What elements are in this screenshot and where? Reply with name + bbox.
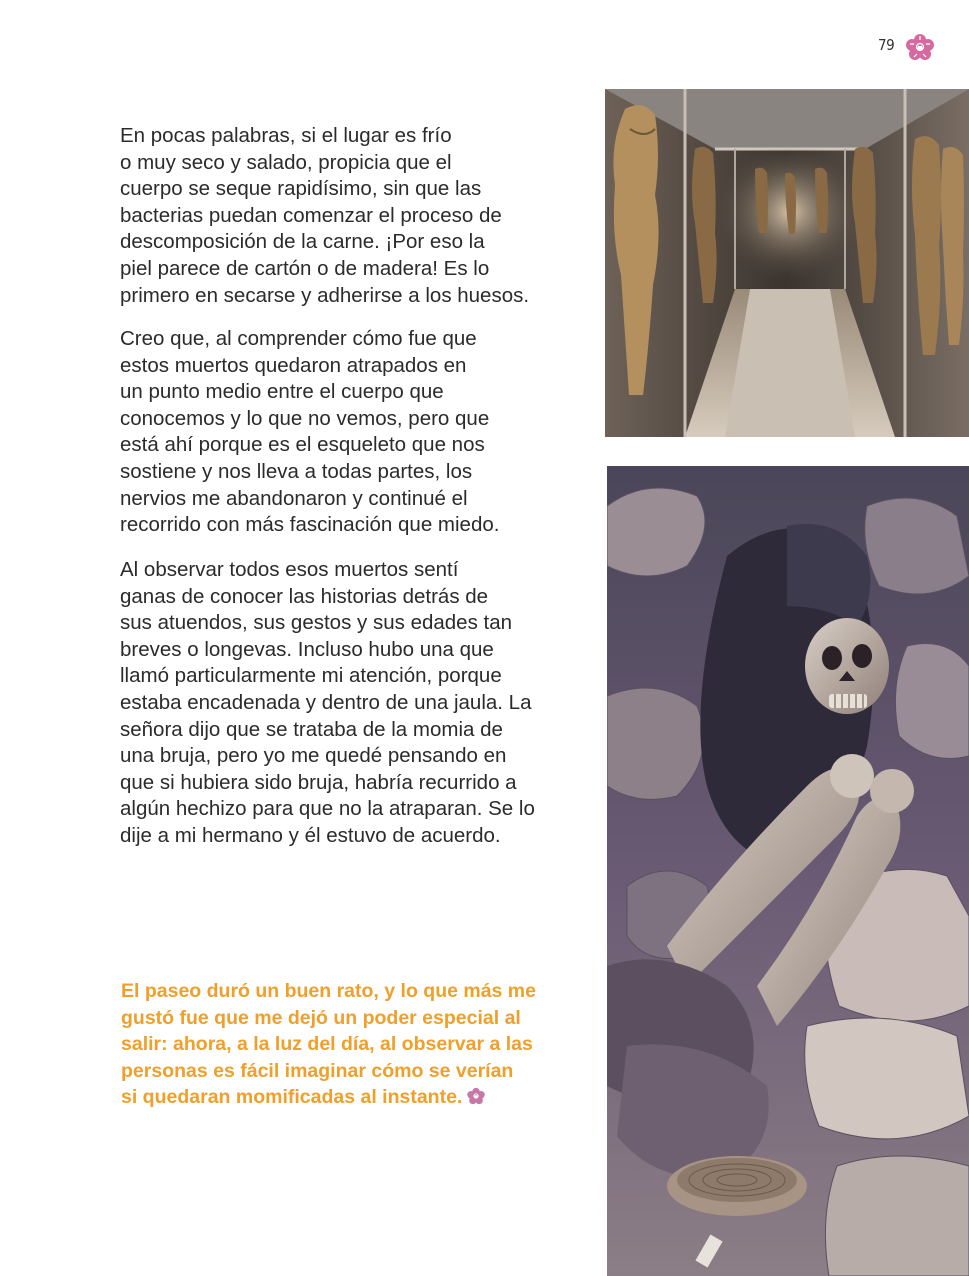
- paragraph-1: En pocas palabras, si el lugar es frío o muy seco y salado, propicia que el cuerpo se seque rapidísimo, sin que las bacterias puedan comenzar el proceso de descomposición de la carne. ¡Por eso la piel parece de cartón o de madera! Es lo primero en secarse y adherirse a los huesos.: [120, 124, 530, 307]
- mummy-photo: [607, 466, 969, 1276]
- flower-icon: [904, 32, 936, 62]
- highlight-text: El paseo duró un buen rato, y lo que más me gustó fue que me dejó un poder especial al salir: ahora, a la luz del día, al observar a las personas es fácil imaginar cómo se verían si quedaran momificadas al instante.: [121, 980, 536, 1108]
- paragraph-3: Al observar todos esos muertos sentí ganas de conocer las historias detrás de sus atuendos, sus gestos y sus edades tan breves o longevas. Incluso hubo una que llamó particularmente mi atención, porque estaba encadenada y dentro de una jaula. La señora dijo que se trataba de la momia de una bruja, pero yo me quedé pensando en que si hubiera sido bruja, habría recurrido a algún hechizo para que no la atraparan. Se lo dije a mi hermano y él estuvo de acuerdo.: [120, 558, 535, 847]
- paragraph-2: Creo que, al comprender cómo fue que estos muertos quedaron atrapados en un punto medio entre el cuerpo que conocemos y lo que no vemos, pero que está ahí porque es el esqueleto que nos sostiene y nos lleva a todas partes, los nervios me abandonaron y continué el recorrido con más fascinación que miedo.: [120, 327, 500, 537]
- museum-gallery-photo: [605, 89, 969, 437]
- page-number: 79: [878, 36, 895, 54]
- end-flower-icon: [466, 1086, 486, 1106]
- highlight-paragraph: [121, 978, 591, 1111]
